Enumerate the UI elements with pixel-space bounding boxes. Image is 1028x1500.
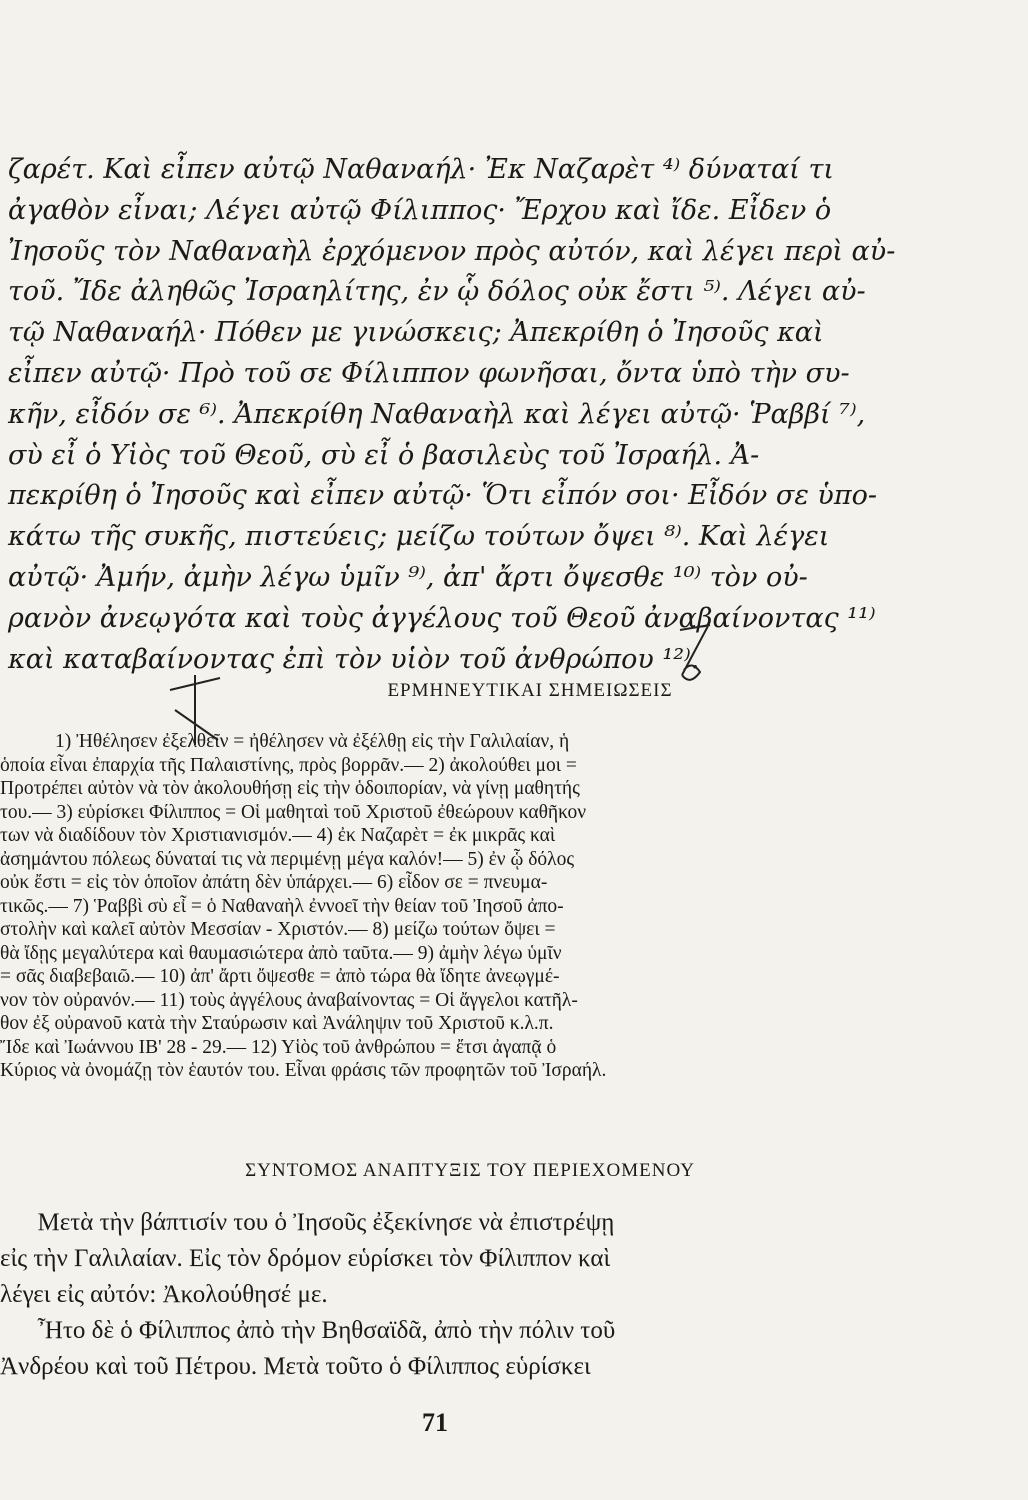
text-line: πεκρίθη ὁ Ἰησοῦς καὶ εἶπεν αὐτῷ· Ὅτι εἶπόν σοι· Εἶδόν σε ὑπο- xyxy=(8,480,877,512)
notes-line: θὰ ἴδῃς μεγαλύτερα καὶ θαυμασιώτερα ἀπὸ ταῦτα.— 9) ἀμὴν λέγω ὑμῖν xyxy=(0,942,562,964)
text-line: τοῦ. Ἴδε ἀληθῶς Ἰσραηλίτης, ἐν ᾧ δόλος οὐκ ἔστι ⁵⁾. Λέγει αὐ- xyxy=(8,276,866,308)
text-line: σὺ εἶ ὁ Υἱὸς τοῦ Θεοῦ, σὺ εἶ ὁ βασιλεὺς τοῦ Ἰσραήλ. Ἀ- xyxy=(8,439,760,471)
notes-line: οὐκ ἔστι = εἰς τὸν ὁποῖον ἀπάτη δὲν ὑπάρχει.— 6) εἶδον σε = πνευμα- xyxy=(0,872,548,893)
summary-line: λέγει εἰς αὐτόν: Ἀκολούθησέ με. xyxy=(0,1281,328,1308)
text-line: κῆν, εἶδόν σε ⁶⁾. Ἀπεκρίθη Ναθαναὴλ καὶ λέγει αὐτῷ· Ῥαββί ⁷⁾, xyxy=(8,398,866,430)
text-line: ρανὸν ἀνεῳγότα καὶ τοὺς ἀγγέλους τοῦ Θεοῦ ἀναβαίνοντας ¹¹⁾ xyxy=(8,602,876,634)
text-line: ἀγαθὸν εἶναι; Λέγει αὐτῷ Φίλιππος· Ἔρχου καὶ ἴδε. Εἶδεν ὁ xyxy=(8,194,832,226)
summary-text xyxy=(0,1205,875,1385)
text-line: αὐτῷ· Ἀμήν, ἀμὴν λέγω ὑμῖν ⁹⁾, ἀπ' ἄρτι ὄψεσθε ¹⁰⁾ τὸν οὐ- xyxy=(8,561,808,593)
main-text xyxy=(8,150,896,680)
text-line: τῷ Ναθαναήλ· Πόθεν με γινώσκεις; Ἀπεκρίθη ὁ Ἰησοῦς καὶ xyxy=(8,317,824,349)
notes-line: του.— 3) εὑρίσκει Φίλιππος = Οἱ μαθηταὶ τοῦ Χριστοῦ ἐθεώρουν καθῆκον xyxy=(0,801,587,823)
notes-line: νον τὸν οὐρανόν.— 11) τοὺς ἀγγέλους ἀναβαίνοντας = Οἱ ἄγγελοι κατῆλ- xyxy=(0,989,578,1011)
summary-heading: ΣΥΝΤΟΜΟΣ ΑΝΑΠΤΥΞΙΣ ΤΟΥ ΠΕΡΙΕΧΟΜΕΝΟΥ xyxy=(245,1160,695,1181)
summary-line: εἰς τὴν Γαλιλαίαν. Εἰς τὸν δρόμον εὑρίσκει τὸν Φίλιππον καὶ xyxy=(0,1245,611,1272)
notes-line: τικῶς.— 7) Ῥαββὶ σὺ εἶ = ὁ Ναθαναὴλ ἐννοεῖ τὴν θείαν τοῦ Ἰησοῦ ἀπο- xyxy=(0,895,564,917)
notes-line: θον ἐξ οὐρανοῦ κατὰ τὴν Σταύρωσιν καὶ Ἀνάληψιν τοῦ Χριστοῦ κ.λ.π. xyxy=(0,1013,554,1034)
notes-heading: ΕΡΜΗΝΕΥΤΙΚΑΙ ΣΗΜΕΙΩΣΕΙΣ xyxy=(387,680,673,701)
text-line: καὶ καταβαίνοντας ἐπὶ τὸν υἱὸν τοῦ ἀνθρώπου ¹²⁾. xyxy=(8,643,700,675)
notes-line: Ἴδε καὶ Ἰωάννου ΙΒ' 28 - 29.— 12) Υἱὸς τοῦ ἀνθρώπου = ἔτσι ἀγαπᾷ ὁ xyxy=(0,1036,557,1058)
notes-line: Προτρέπει αὐτὸν νὰ τὸν ἀκολουθήσῃ εἰς τὴν ὁδοιπορίαν, νὰ γίνῃ μαθητής xyxy=(0,778,580,799)
notes-line: Κύριος νὰ ὀνομάζῃ τὸν ἑαυτόν του. Εἶναι φράσις τῶν προφητῶν τοῦ Ἰσραήλ. xyxy=(0,1060,607,1081)
notes-line: = σᾶς διαβεβαιῶ.— 10) ἀπ' ἄρτι ὄψεσθε = ἀπὸ τώρα θὰ ἴδητε ἀνεῳγμέ- xyxy=(0,966,560,987)
notes-line: των νὰ διαδίδουν τὸν Χριστιανισμόν.— 4) ἐκ Ναζαρὲτ = ἐκ μικρᾶς καὶ xyxy=(0,825,556,846)
summary-line: Μετὰ τὴν βάπτισίν του ὁ Ἰησοῦς ἐξεκίνησε νὰ ἐπιστρέψῃ xyxy=(0,1209,615,1236)
page-number: 71 xyxy=(422,1408,448,1437)
notes-line: στολὴν καὶ καλεῖ αὐτὸν Μεσσίαν - Χριστόν.— 8) μείζω τούτων ὄψει = xyxy=(0,919,556,940)
notes-line: 1) Ἠθέλησεν ἐξελθεῖν = ἠθέλησεν νὰ ἐξέλθῃ εἰς τὴν Γαλιλαίαν, ἡ xyxy=(55,731,570,752)
summary-line: Ἀνδρέου καὶ τοῦ Πέτρου. Μετὰ τοῦτο ὁ Φίλιππος εὑρίσκει xyxy=(0,1353,591,1380)
notes-line: ἀσημάντου πόλεως δύναταί τις νὰ περιμένῃ μέγα καλόν!— 5) ἐν ᾧ δόλος xyxy=(0,848,575,870)
text-line: ζαρέτ. Καὶ εἶπεν αὐτῷ Ναθαναήλ· Ἐκ Ναζαρὲτ ⁴⁾ δύναταί τι xyxy=(8,154,834,185)
text-line: εἶπεν αὐτῷ· Πρὸ τοῦ σε Φίλιππον φωνῆσαι, ὄντα ὑπὸ τὴν συ- xyxy=(8,357,850,389)
text-line: κάτω τῆς συκῆς, πιστεύεις; μείζω τούτων ὄψει ⁸⁾. Καὶ λέγει xyxy=(8,521,830,553)
notes-text xyxy=(0,730,870,1083)
text-line: Ἰησοῦς τὸν Ναθαναὴλ ἐρχόμενον πρὸς αὐτόν, καὶ λέγει περὶ αὐ- xyxy=(8,235,896,267)
summary-line: Ἦτο δὲ ὁ Φίλιππος ἀπὸ τὴν Βηθσαϊδᾶ, ἀπὸ τὴν πόλιν τοῦ xyxy=(0,1317,616,1344)
notes-line: ὁποία εἶναι ἐπαρχία τῆς Παλαιστίνης, πρὸς βορρᾶν.— 2) ἀκολούθει μοι = xyxy=(0,754,577,776)
